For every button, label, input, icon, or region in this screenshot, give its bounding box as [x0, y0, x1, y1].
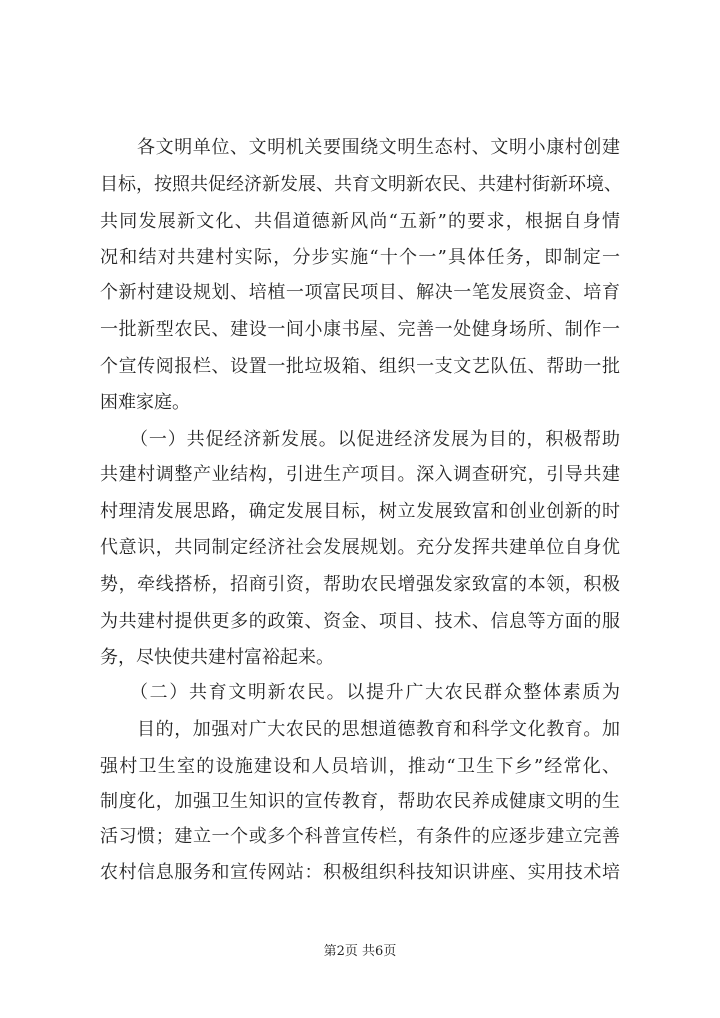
- text-line: 势，牵线搭桥，招商引资，帮助农民增强发家致富的本领，积极: [100, 574, 620, 595]
- text-line: 制度化，加强卫生知识的宣传教育，帮助农民养成健康文明的生: [100, 791, 620, 812]
- text-line: 为共建村提供更多的政策、资金、项目、技术、信息等方面的服: [100, 611, 620, 632]
- text-line: 农村信息服务和宣传网站：积极组织科技知识讲座、实用技术培: [100, 862, 620, 883]
- section-heading-line: （一）共促经济新发展。以促进经济发展为目的，积极帮助: [130, 429, 620, 450]
- text-line: 目标，按照共促经济新发展、共育文明新农民、共建村街新环境、: [100, 174, 622, 195]
- text-line: 村理清发展思路，确定发展目标，树立发展致富和创业创新的时: [100, 501, 620, 522]
- section-heading-line: （二）共育文明新农民。以提升广大农民群众整体素质为: [130, 682, 620, 703]
- text-line: 一批新型农民、建设一间小康书屋、完善一处健身场所、制作一: [100, 319, 620, 340]
- text-line: 务，尽快使共建村富裕起来。: [100, 647, 334, 668]
- text-line: 代意识，共同制定经济社会发展规划。充分发挥共建单位自身优: [100, 537, 620, 558]
- text-line: 各文明单位、文明机关要围绕文明生态村、文明小康村创建: [137, 137, 620, 158]
- text-line: 困难家庭。: [100, 392, 190, 413]
- text-line: 强村卫生室的设施建设和人员培训，推动“卫生下乡”经常化、: [100, 756, 620, 777]
- text-line: 个宣传阅报栏、设置一批垃圾箱、组织一支文艺队伍、帮助一批: [100, 356, 620, 377]
- text-line: 目的，加强对广大农民的思想道德教育和科学文化教育。加: [137, 719, 620, 740]
- text-line: 共建村调整产业结构，引进生产项目。深入调查研究，引导共建: [100, 464, 620, 485]
- text-line: 共同发展新文化、共倡道德新风尚“五新”的要求，根据自身情: [100, 211, 620, 232]
- text-line: 活习惯；建立一个或多个科普宣传栏，有条件的应逐步建立完善: [100, 826, 620, 847]
- text-line: 个新村建设规划、培植一项富民项目、解决一笔发展资金、培育: [100, 282, 620, 303]
- text-line: 况和结对共建村实际，分步实施“十个一”具体任务，即制定一: [100, 247, 620, 268]
- page-number-footer: 第2页 共6页: [323, 944, 397, 959]
